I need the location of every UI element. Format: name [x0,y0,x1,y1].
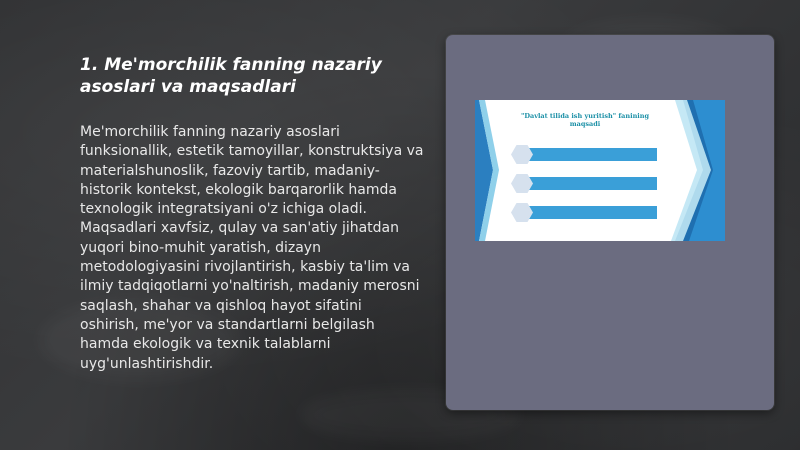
embedded-row-bar [521,206,657,219]
embedded-row-bar [521,177,657,190]
slide-title: 1. Me'morchilik fanning nazariy asoslari va maqsadlari [80,55,382,97]
embedded-list-row [511,206,657,219]
embedded-list-row [511,177,657,190]
embedded-slide-title: "Davlat tilida ish yuritish" fanining maqsadi [520,112,650,128]
embedded-list-row [511,148,657,161]
embedded-row-bar [521,148,657,161]
embedded-slide-image [475,100,725,241]
slide-body-text: Me'morchilik fanning nazariy asoslari funksionallik, estetik tamoyillar, konstruktsiya va materialshunoslik, fazoviy tartib, madaniy-historik kontekst, ekologik barqarorlik hamda texnologik integratsiyani o'z ichiga oladi. Maqsadlari xavfsiz, qulay va san'atiy jihatdan yuqori bino-muhit yaratish, dizayn metodologiyasini rivojlantirish, kasbiy ta'lim va ilmiy tadqiqotlarni yo'naltirish, madaniy merosni saqlash, shahar va qishloq hayot sifatini oshirish, me'yor va standartlarni belgilash hamda ekologik va texnik talablarni uyg'unlashtirishdir. [80,124,424,372]
